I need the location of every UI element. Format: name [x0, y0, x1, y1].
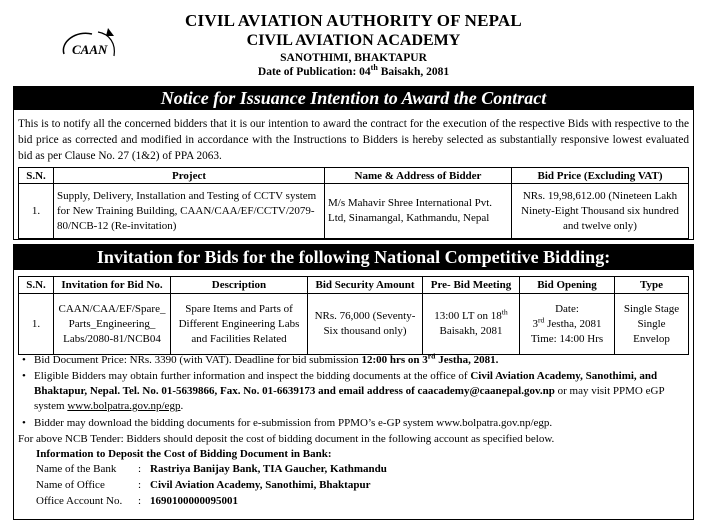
office-label: Name of Office [36, 479, 105, 491]
publication-date: Date of Publication: 04th Baisakh, 2081 [257, 63, 450, 78]
award-table [18, 167, 689, 239]
row-description: Spare Items and Parts of Different Engineering Labs and Facilities Related [171, 294, 308, 355]
bank-label: Name of the Bank [36, 463, 117, 475]
svg-text:CAAN: CAAN [72, 42, 108, 57]
notice-title: Notice for Issuance Intention to Award the Contract [13, 86, 694, 110]
row-sn: 1. [19, 294, 54, 355]
egp-link[interactable]: www.bolpatra.gov.np/egp [67, 400, 181, 412]
row-project: Supply, Delivery, Installation and Testing of CCTV system for New Training Building, CAAN/CAA/EF/CCTV/2079-80/NCB-12 (Re-invitation) [54, 184, 325, 239]
account-value: 1690100000095001 [150, 495, 238, 507]
col-bid-no: Invitation for Bid No. [54, 277, 171, 294]
col-sn: S.N. [19, 277, 54, 294]
bullet-eligible-bidders: • Eligible Bidders may obtain further information and inspect the bidding documents at the office of Civil Aviation Academy, Sanothimi, and Bhaktapur, Nepal. Tel. No. 01-5639866, Fax. No. 01-6639173 and email address of caacademy@caanepal.gov.np or may visit PPMO eGP system www.bolpatra.gov.np/egp. [22, 370, 665, 412]
header [0, 0, 707, 84]
row-prebid: 13:00 LT on 18th Baisakh, 2081 [423, 294, 520, 355]
deposit-info-title: Information to Deposit the Cost of Bidding Document in Bank: [36, 448, 332, 460]
row-bidder: M/s Mahavir Shree International Pvt. Ltd, Sinamangal, Kathmandu, Nepal [325, 184, 512, 239]
bank-value: Rastriya Banijay Bank, TIA Gaucher, Kathmandu [150, 463, 387, 475]
row-type: Single Stage Single Envelop [615, 294, 689, 355]
account-row: Office Account No. : 1690100000095001 [36, 495, 238, 507]
invitation-title: Invitation for Bids for the following National Competitive Bidding: [13, 244, 694, 270]
bank-row: Name of the Bank : Rastriya Banijay Bank, TIA Gaucher, Kathmandu [36, 463, 387, 475]
table-row [19, 294, 689, 355]
address: SANOTHIMI, BHAKTAPUR [280, 52, 427, 64]
row-price: NRs. 19,98,612.00 (Nineteen Lakh Ninety-Eight Thousand six hundred and twelve only) [512, 184, 689, 239]
col-description: Description [171, 277, 308, 294]
bullet-bid-price: • Bid Document Price: NRs. 3390 (with VAT). Deadline for bid submission 12:00 hrs on 3rd Jestha, 2081. [22, 351, 499, 366]
notice-box [13, 110, 694, 240]
ncb-line: For above NCB Tender: Bidders should deposit the cost of bidding document in the following account as specified below. [18, 433, 555, 445]
notice-paragraph: This is to notify all the concerned bidders that it is our intention to award the contract for the execution of the respective Bids with respective to the bid price as corrected and modified in accordance with the Instructions to Bidders is hereby selected as substantially responsive lowest evaluated bid as per Clause No. 27 (1&2) of PPA 2063. [18, 118, 689, 162]
row-sn: 1. [19, 184, 54, 239]
bid-table [18, 276, 689, 355]
col-project: Project [54, 168, 325, 184]
col-sn: S.N. [19, 168, 54, 184]
col-price: Bid Price (Excluding VAT) [512, 168, 689, 184]
office-value: Civil Aviation Academy, Sanothimi, Bhaktapur [150, 479, 371, 491]
col-type: Type [615, 277, 689, 294]
col-opening: Bid Opening [520, 277, 615, 294]
academy-name: CIVIL AVIATION ACADEMY [246, 32, 461, 49]
col-bidder: Name & Address of Bidder [325, 168, 512, 184]
row-bid-no: CAAN/CAA/EF/Spare_ Parts_Engineering_ Labs/2080-81/NCB04 [54, 294, 171, 355]
row-security: NRs. 76,000 (Seventy-Six thousand only) [308, 294, 423, 355]
col-security: Bid Security Amount [308, 277, 423, 294]
office-row: Name of Office : Civil Aviation Academy, Sanothimi, Bhaktapur [36, 479, 371, 491]
bullet-download: • Bidder may download the bidding documents for e-submission from PPMO’s e-GP system www.bolpatra.gov.np/egp. [22, 417, 553, 429]
account-label: Office Account No. [36, 495, 123, 507]
table-row [19, 184, 689, 239]
invitation-box [13, 270, 694, 520]
col-prebid: Pre- Bid Meeting [423, 277, 520, 294]
row-opening: Date: 3rd Jestha, 2081 Time: 14:00 Hrs [520, 294, 615, 355]
org-name: CIVIL AVIATION AUTHORITY OF NEPAL [185, 11, 522, 30]
